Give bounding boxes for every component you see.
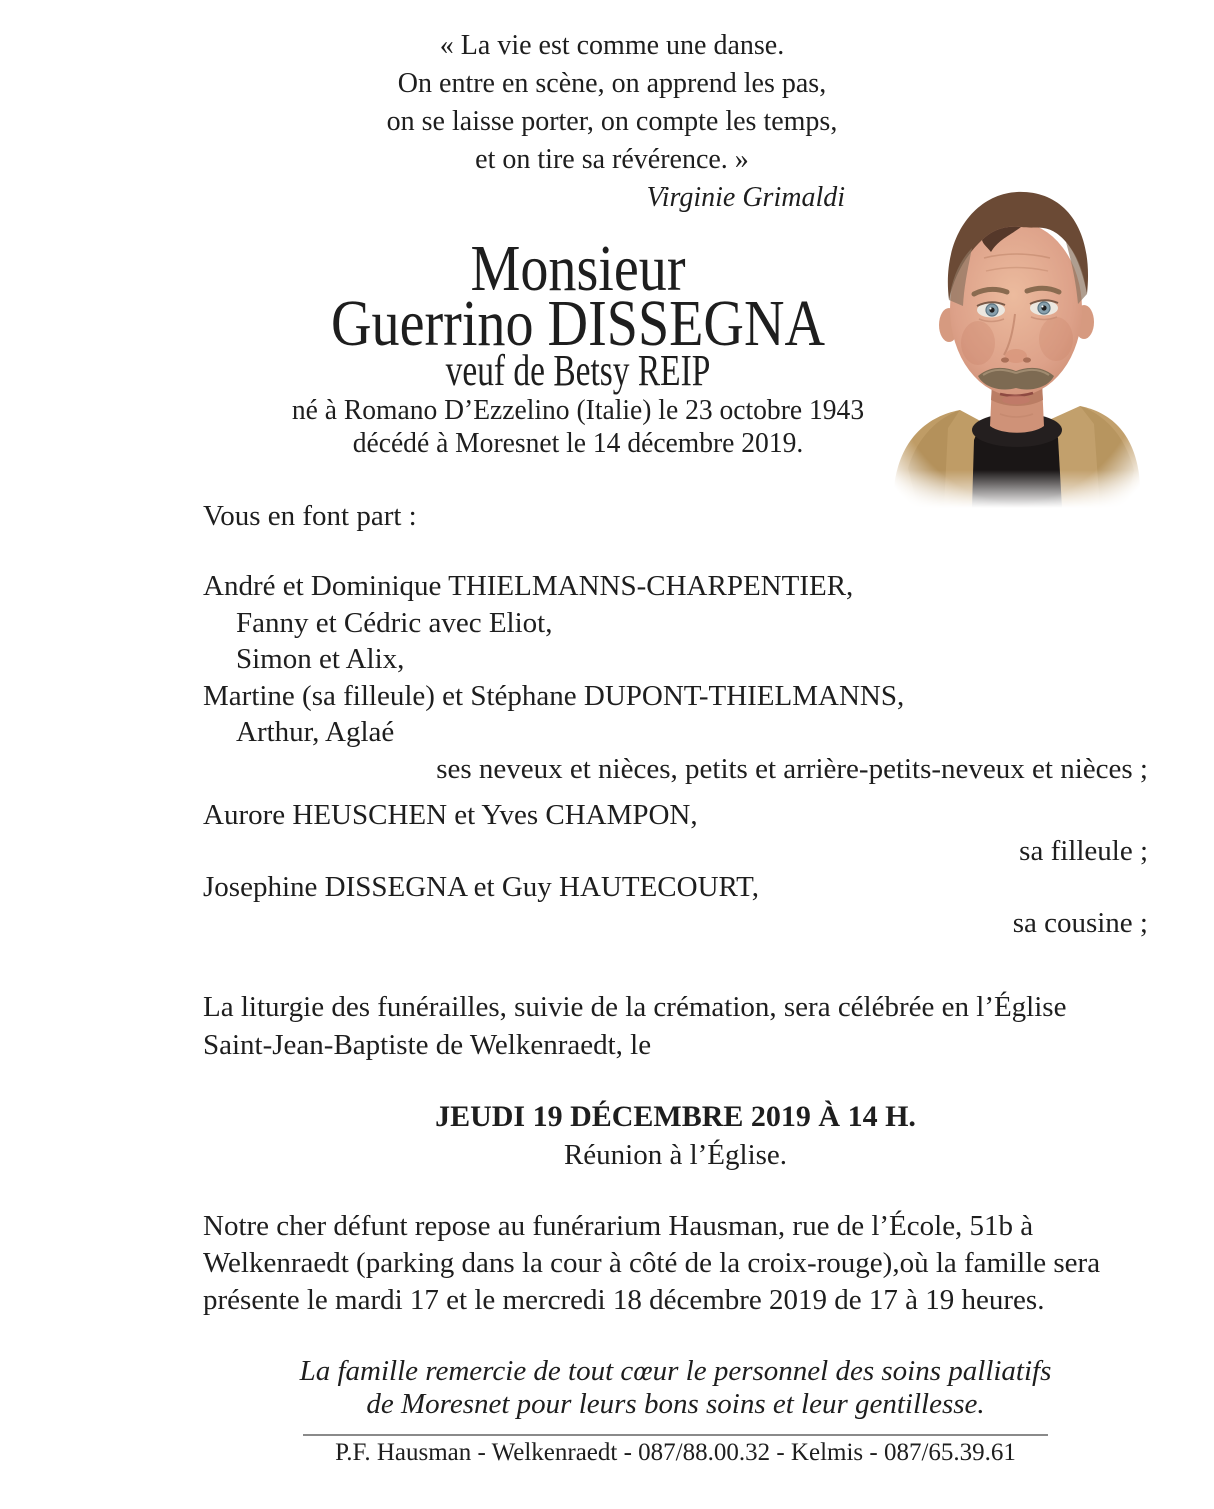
quote-line: et on tire sa révérence. »: [475, 144, 749, 175]
quote-line: On entre en scène, on apprend les pas,: [397, 68, 827, 99]
repose-line: présente le mardi 17 et le mercredi 18 décembre 2019 de 17 à 19 heures.: [203, 1284, 1045, 1316]
relatives-list: [203, 797, 1148, 941]
announcement-intro: Vous en font part :: [203, 500, 417, 532]
thanks-line: La famille remercie de tout cœur le personnel des soins palliatifs: [299, 1355, 1052, 1387]
footer-divider: [303, 1434, 1048, 1436]
repose-line: Notre cher défunt repose au funérarium Hausman, rue de l’École, 51b à: [203, 1210, 1034, 1242]
family-line: Martine (sa filleule) et Stéphane DUPONT-THIELMANNS,: [203, 679, 905, 712]
deceased-identity: [0, 232, 1156, 460]
liturgy-line: Saint-Jean-Baptiste de Welkenraedt, le: [203, 1029, 652, 1061]
family-relation-line: ses neveux et nièces, petits et arrière-petits-neveux et nièces ;: [436, 752, 1148, 785]
ceremony-date-block: [203, 1098, 1148, 1174]
funeral-home-footer: P.F. Hausman - Welkenraedt - 087/88.00.32 - Kelmis - 087/65.39.61: [335, 1439, 1016, 1466]
thanks-line: de Moresnet pour leurs bons soins et leur gentillesse.: [366, 1388, 985, 1420]
thanks-paragraph: [203, 1355, 1148, 1421]
goddaughter-names: Aurore HEUSCHEN et Yves CHAMPON,: [203, 799, 698, 831]
quote-attribution: Virginie Grimaldi: [646, 182, 845, 213]
deceased-birth-line: né à Romano D’Ezzelino (Italie) le 23 octobre 1943: [291, 394, 865, 426]
quote-line: on se laisse porter, on compte les temps,: [386, 106, 838, 137]
deceased-death-line: décédé à Moresnet le 14 décembre 2019.: [352, 427, 804, 459]
ceremony-date: JEUDI 19 DÉCEMBRE 2019 À 14 H.: [435, 1100, 916, 1133]
repose-line: Welkenraedt (parking dans la cour à côté de la croix-rouge),où la famille sera: [203, 1247, 1101, 1279]
opening-quote: [287, 27, 937, 217]
family-line: André et Dominique THIELMANNS-CHARPENTIER,: [203, 570, 854, 602]
liturgy-line: La liturgie des funérailles, suivie de la crémation, sera célébrée en l’Église: [203, 991, 1067, 1023]
family-list: [203, 568, 1148, 787]
cousin-names: Josephine DISSEGNA et Guy HAUTECOURT,: [203, 871, 759, 903]
deceased-name: Guerrino DISSEGNA: [331, 287, 825, 360]
repose-paragraph: [203, 1208, 1153, 1319]
deceased-widow-line: veuf de Betsy REIP: [445, 346, 711, 395]
ceremony-meeting: Réunion à l’Église.: [563, 1139, 788, 1171]
family-line: Simon et Alix,: [236, 643, 405, 675]
deceased-honorific: Monsieur: [470, 232, 686, 305]
quote-line: « La vie est comme une danse.: [439, 30, 785, 61]
liturgy-paragraph: [203, 988, 1153, 1064]
goddaughter-relation: sa filleule ;: [1019, 835, 1148, 867]
family-line: Fanny et Cédric avec Eliot,: [236, 606, 553, 639]
family-line: Arthur, Aglaé: [236, 716, 395, 748]
cousin-relation: sa cousine ;: [1012, 907, 1148, 939]
